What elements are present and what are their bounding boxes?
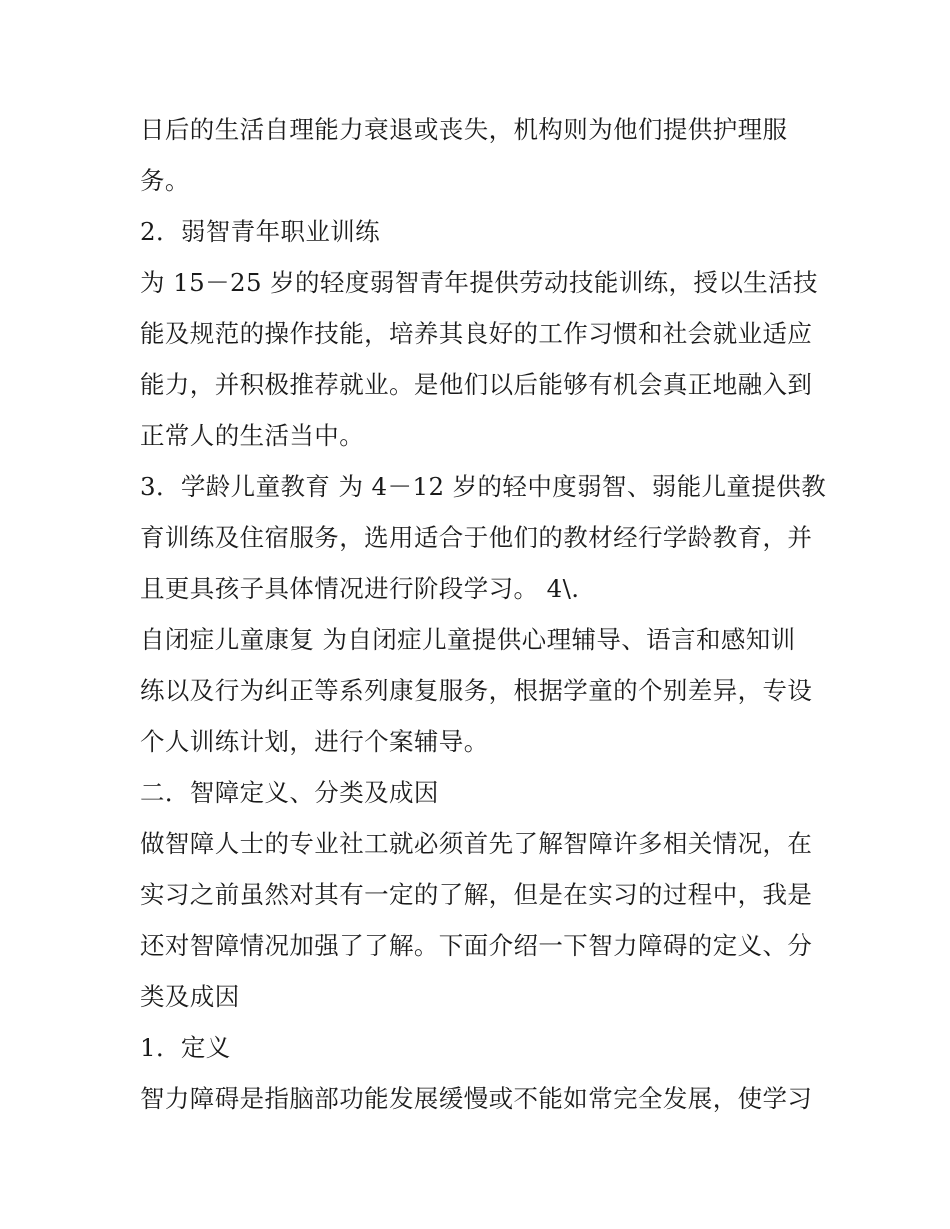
text-line: 智力障碍是指脑部功能发展缓慢或不能如常完全发展，使学习 bbox=[140, 1084, 813, 1113]
text-line: 能力，并积极推荐就业。是他们以后能够有机会真正地融入到 bbox=[140, 370, 813, 399]
section-heading: 2．弱智青年职业训练 bbox=[140, 217, 381, 246]
text-line: 还对智障情况加强了了解。下面介绍一下智力障碍的定义、分 bbox=[140, 931, 813, 960]
text-line: 务。 bbox=[140, 166, 190, 195]
text-line: 育训练及住宿服务，选用适合于他们的教材经行学龄教育，并 bbox=[140, 523, 813, 552]
text-line: 练以及行为纠正等系列康复服务，根据学童的个别差异，专设 bbox=[140, 676, 813, 705]
text-line: 自闭症儿童康复 为自闭症儿童提供心理辅导、语言和感知训 bbox=[140, 625, 796, 654]
text-line: 正常人的生活当中。 bbox=[140, 421, 365, 450]
text-line: 日后的生活自理能力衰退或丧失，机构则为他们提供护理服 bbox=[140, 115, 788, 144]
text-line: 为 15－25 岁的轻度弱智青年提供劳动技能训练，授以生活技 bbox=[140, 268, 818, 297]
text-line: 个人训练计划，进行个案辅导。 bbox=[140, 727, 489, 756]
section-heading: 3．学龄儿童教育 为 4－12 岁的轻中度弱智、弱能儿童提供教 bbox=[140, 472, 827, 501]
section-heading: 1．定义 bbox=[140, 1033, 231, 1062]
text-line: 做智障人士的专业社工就必须首先了解智障许多相关情况，在 bbox=[140, 829, 813, 858]
text-line: 类及成因 bbox=[140, 982, 240, 1011]
text-line: 能及规范的操作技能，培养其良好的工作习惯和社会就业适应 bbox=[140, 319, 813, 348]
document-body bbox=[140, 104, 827, 1124]
text-line: 实习之前虽然对其有一定的了解，但是在实习的过程中，我是 bbox=[140, 880, 813, 909]
text-line: 且更具孩子具体情况进行阶段学习。 4\. bbox=[140, 574, 580, 603]
section-heading: 二．智障定义、分类及成因 bbox=[140, 778, 439, 807]
